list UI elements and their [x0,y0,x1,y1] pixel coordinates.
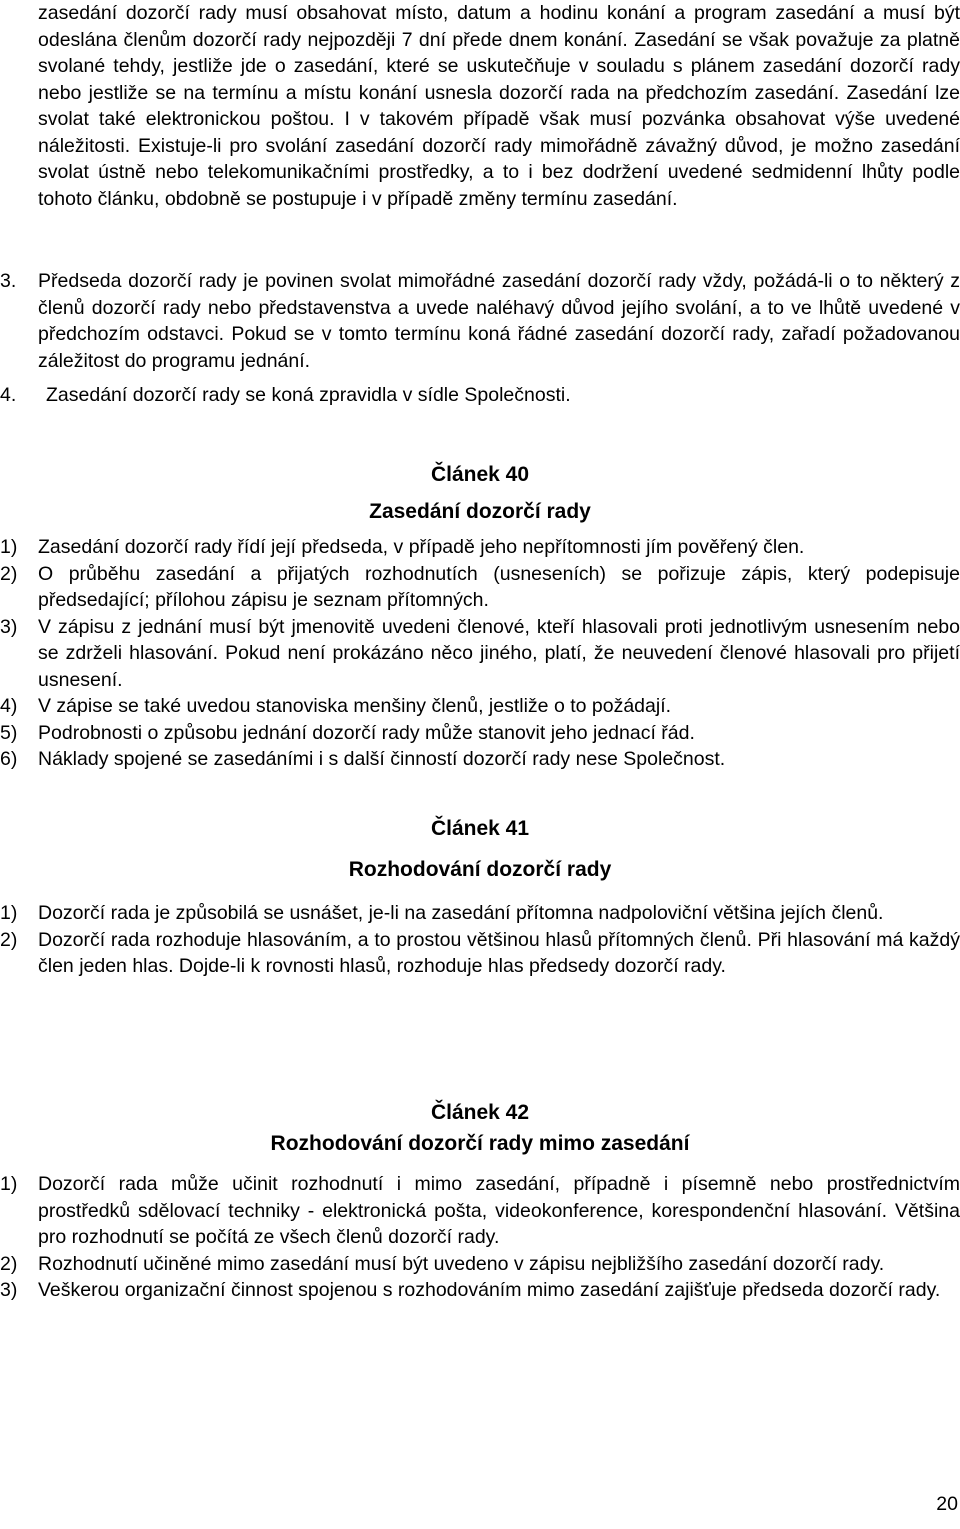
item-number: 6) [0,748,18,770]
article-title: Rozhodování dozorčí rady [348,857,612,881]
item-number: 3) [0,1279,18,1301]
item-number: 1) [0,536,18,558]
page-number: 20 [936,1493,958,1515]
intro-block [38,0,960,212]
article-heading: Článek 42 [430,1101,530,1124]
item-number: 1) [0,1173,18,1195]
article-41 [0,816,960,883]
item-text: Dozorčí rada může učinit rozhodnutí i mimo zasedání, případně i písemně nebo prostřednictvím prostředků sdělovací techniky - elektronická pošta, videokonference, korespondenční hlasování. Většina pro rozhodnutí se počítá ze všech členů dozorčí rady. [38,1173,960,1248]
list-item [0,1171,960,1251]
item-number: 2) [0,928,18,951]
item-text: Dozorčí rada je způsobilá se usnášet, je-li na zasedání přítomna nadpoloviční většina jejích členů. [38,902,884,924]
item-number: 2) [0,562,18,585]
item-text: V zápise se také uvedou stanoviska menšiny členů, jestliže o to požádají. [38,695,672,717]
item-number: 3. [0,270,17,292]
article-42-items [0,1171,960,1304]
article-title: Rozhodování dozorčí rady mimo zasedání [270,1131,690,1155]
list-item [0,900,960,927]
list-item [0,746,960,773]
article-heading: Článek 41 [430,817,530,840]
intro-paragraph: zasedání dozorčí rady musí obsahovat místo, datum a hodinu konání a program zasedání a musí být odeslána členům dozorčí rady nejpozději 7 dní přede dnem konání. Zasedání se však považuje za platně svolané tehdy, jestliže jde o zasedání, které se uskutečňuje v souladu s plánem zasedání dozorčí rady nebo jestliže se na termínu a místu konání usnesla dozorčí rada na předchozím zasedání. Zasedání lze svolat také elektronickou poštou. I v takovém případě však musí pozvánka obsahovat výše uvedené náležitosti. Existuje-li pro svolání zasedání dozorčí rady mimořádně závažný důvod, je možno zasedání svolat ústně nebo telekomunikačními prostředky, a to i bez dodržení uvedené sedmidenní lhůty podle tohoto článku, obdobně se postupuje i v případě změny termínu zasedání. [38,2,960,210]
item-number: 4) [0,695,18,717]
item-text: V zápisu z jednání musí být jmenovitě uvedeni členové, kteří hlasovali proti jednotlivým usnesením nebo se zdrželi hlasování. Pokud není prokázáno něco jiného, platí, že neuvedení členové hlasovali pro přijetí usnesení. [38,615,960,691]
article-41-items [0,900,960,980]
list-item [0,720,960,747]
item-text: Předseda dozorčí rady je povinen svolat mimořádné zasedání dozorčí rady vždy, požádá-li o to některý z členů dozorčí rady nebo představenstva a uvede naléhavý důvod jejího svolání, a to ve lhůtě uvedené v předchozím odstavci. Pokud se v tomto termínu koná řádné zasedání dozorčí rady, zařadí požadovanou záležitost do programu jednání. [38,270,960,372]
article-heading: Článek 40 [430,463,530,486]
item-number: 1) [0,902,18,924]
item-number: 3) [0,615,18,638]
item-text: Dozorčí rada rozhoduje hlasováním, a to prostou většinou hlasů přítomných členů. Při hlasování má každý člen jeden hlas. Dojde-li k rovnosti hlasů, rozhoduje hlas předsedy dozorčí rady. [38,928,960,977]
items-top-block [0,268,960,409]
item-text: Rozhodnutí učiněné mimo zasedání musí být uvedeno v zápisu nejbližšího zasedání dozorčí rady. [38,1252,885,1275]
list-item [0,382,960,409]
item-number: 2) [0,1252,18,1275]
list-item [0,1251,960,1278]
list-item [0,693,960,720]
item-text: Náklady spojené se zasedáními i s další činností dozorčí rady nese Společnost. [38,748,726,770]
list-item [0,561,960,614]
item-number: 4. [0,384,17,406]
item-text: Veškerou organizační činnost spojenou s rozhodováním mimo zasedání zajišťuje předseda dozorčí rady. [38,1279,941,1301]
item-text: Zasedání dozorčí rady řídí její předseda, v případě jeho nepřítomnosti jím pověřený člen. [38,536,805,558]
list-item [0,268,960,374]
article-title: Zasedání dozorčí rady [369,499,591,523]
item-number: 5) [0,721,18,744]
article-40 [0,462,960,525]
article-42 [0,1100,960,1157]
item-text: O průběhu zasedání a přijatých rozhodnutích (usneseních) se pořizuje zápis, který podepisuje předsedající; přílohou zápisu je seznam přítomných. [38,562,960,611]
list-item [0,927,960,980]
item-text: Podrobnosti o způsobu jednání dozorčí rady může stanovit jeho jednací řád. [38,721,695,744]
item-text: Zasedání dozorčí rady se koná zpravidla v sídle Společnosti. [46,384,571,406]
list-item [0,614,960,694]
list-item [0,534,960,561]
list-item [0,1277,960,1304]
article-40-items [0,534,960,773]
